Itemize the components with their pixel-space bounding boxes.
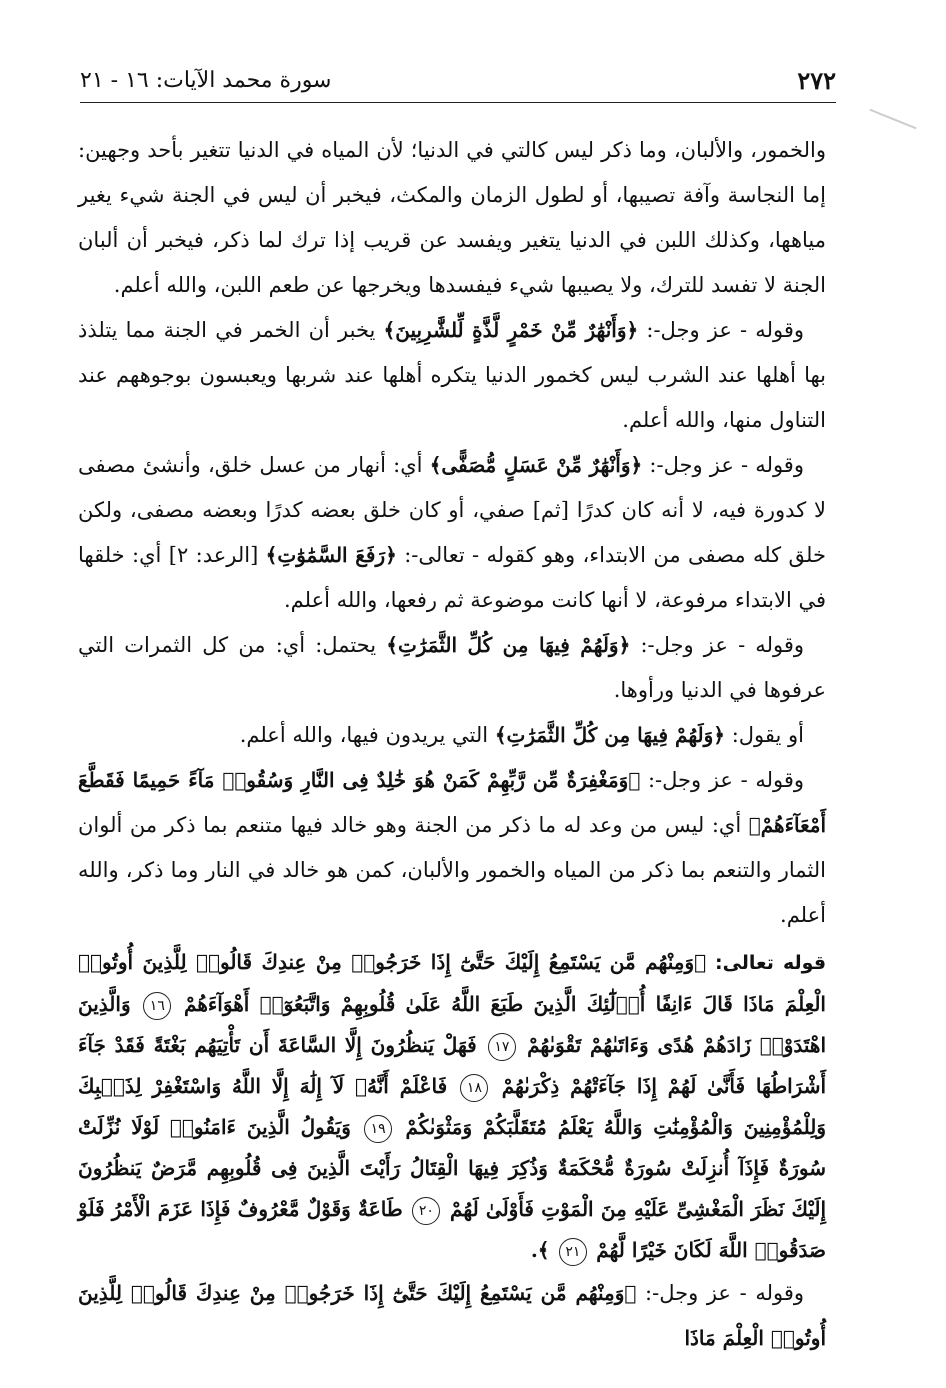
quran-passage-lead: قوله تعالى: [714, 952, 827, 974]
ayah-number-marker: ٢٠ [412, 1197, 440, 1225]
paragraph-text: وقوله - عز وجل-: [640, 768, 805, 792]
paragraph-text: وقوله - عز وجل-: [630, 633, 804, 657]
ayah-number-marker: ٢١ [559, 1238, 587, 1266]
paragraph-text: [الرعد: ٢] أي: خلقها في الابتداء مرفوعة، لا أنها كانت موضوعة ثم رفعها، والله أعلم. [78, 543, 826, 612]
quran-quote: طَاعَةٌ وَقَوْلٌ مَّعْرُوفٌ فَإِذَا عَزَمَ الْأَمْرُ فَلَوْ صَدَقُوا۟ اللَّهَ لَكَانَ خَيْرًا لَّهُمْ [78, 1197, 826, 1262]
ayah-number-marker: ١٨ [460, 1074, 488, 1102]
commentary-paragraph [78, 758, 826, 938]
quran-passage-text [78, 950, 826, 1262]
quran-quote: فَهَلْ يَنظُرُونَ إِلَّا السَّاعَةَ أَن تَأْتِيَهُم بَغْتَةً فَقَدْ جَآءَ أَشْرَاطُهَا فَأَنَّىٰ لَهُمْ إِذَا جَآءَتْهُمْ ذِكْرَىٰهُمْ [78, 1033, 827, 1098]
ayah-number-marker: ١٩ [364, 1115, 392, 1143]
paragraph-text: يخبر أن الخمر في الجنة مما يتلذذ بها أهلها عند الشرب ليس كخمور الدنيا يتكره أهلها عند شربها ويعبسون بوجوههم عند التناول منها، والله أعلم. [78, 318, 826, 432]
quran-quote: فَاعْلَمْ أَنَّهُۥ لَآ إِلَٰهَ إِلَّا اللَّهُ وَاسْتَغْفِرْ لِذَنۢبِكَ وَلِلْمُؤْمِنِينَ وَالْمُؤْمِنَٰتِ وَاللَّهُ يَعْلَمُ مُتَقَلَّبَكُمْ وَمَثْوَىٰكُمْ [78, 1074, 827, 1139]
quran-quote: ﴿وَمَغْفِرَةٌ مِّن رَّبِّهِمْ كَمَنْ هُوَ خَٰلِدٌ فِى النَّارِ وَسُقُوا۟ مَآءً حَمِيمًا فَقَطَّعَ أَمْعَآءَهُمْ﴾ [78, 768, 826, 837]
quran-quote: ﴾. [530, 1238, 550, 1262]
quran-quote: ﴿وَأَنْهَٰرٌ مِّنْ عَسَلٍ مُّصَفًّى﴾ [429, 453, 643, 477]
quran-passage [78, 942, 826, 1271]
quran-quote: وَالَّذِينَ اهْتَدَوْا۟ زَادَهُمْ هُدًى وَءَاتَىٰهُمْ تَقْوَىٰهُمْ [78, 992, 826, 1057]
paragraph-text: أو يقول: [725, 723, 804, 747]
running-title: سورة محمد الآيات: ١٦ - ٢١ [80, 68, 332, 93]
commentary-paragraph [78, 713, 826, 758]
quran-quote: وَيَقُولُ الَّذِينَ ءَامَنُوا۟ لَوْلَا نُزِّلَتْ سُورَةٌ فَإِذَآ أُنزِلَتْ سُورَةٌ مُّحْكَمَةٌ وَذُكِرَ فِيهَا الْقِتَالُ رَأَيْتَ الَّذِينَ فِى قُلُوبِهِم مَّرَضٌ يَنظُرُونَ إِلَيْكَ نَظَرَ الْمَغْشِىِّ عَلَيْهِ مِنَ الْمَوْتِ فَأَوْلَىٰ لَهُمْ [78, 1115, 827, 1221]
ayah-number-marker: ١٧ [488, 1033, 516, 1061]
paragraph-text: أي: أنهار من عسل خلق، وأنشئ مصفى لا كدورة فيه، لا أنه كان كدرًا [ثم] صفي، أو كان خلق بعضه كدرًا وبعضه مصفى، ولكن خلق كله مصفى من الابتداء، وهو كقوله - تعالى-: [78, 453, 826, 567]
quran-quote: ﴿وَمِنْهُم مَّن يَسْتَمِعُ إِلَيْكَ حَتَّىٰٓ إِذَا خَرَجُوا۟ مِنْ عِندِكَ قَالُوا۟ لِلَّذِينَ أُوتُوا۟ الْعِلْمَ مَاذَا قَالَ ءَانِفًا أُو۟لَٰٓئِكَ الَّذِينَ طَبَعَ اللَّهُ عَلَىٰ قُلُوبِهِمْ وَاتَّبَعُوٓا۟ أَهْوَآءَهُمْ [78, 950, 826, 1016]
quran-quote: ﴿وَمِنْهُم مَّن يَسْتَمِعُ إِلَيْكَ حَتَّىٰٓ إِذَا خَرَجُوا۟ مِنْ عِندِكَ قَالُوا۟ لِلَّذِينَ أُوتُوا۟ الْعِلْمَ مَاذَا [78, 1281, 826, 1350]
commentary-paragraphs [78, 128, 826, 938]
commentary-paragraph [78, 443, 826, 623]
page-edge-mark [869, 109, 916, 130]
quran-quote: ﴿رَفَعَ السَّمَٰوَٰتِ﴾ [265, 543, 397, 567]
paragraph-text: والخمور، والألبان، وما ذكر ليس كالتي في الدنيا؛ لأن المياه في الدنيا تتغير بأحد وجهين: إما النجاسة وآفة تصيبها، أو لطول الزمان والمكث، فيخبر أن ليس في الجنة شيء يغير مياهها، وكذلك اللبن في الدنيا يتغير ويفسد عن قريب إذا ترك لما ذكر، فيخبر أن ألبان الجنة لا تفسد للترك، ولا يصيبها شيء فيفسدها ويخرجها عن طعم اللبن، والله أعلم. [78, 138, 826, 297]
final-paragraph [78, 1271, 826, 1361]
quran-quote: ﴿وَلَهُمْ فِيهَا مِن كُلِّ الثَّمَرَٰتِ﴾ [494, 723, 726, 747]
commentary-paragraph [78, 1271, 826, 1361]
paragraph-text: وقوله - عز وجل-: [636, 1281, 804, 1305]
quran-quote: ﴿وَأَنْهَٰرٌ مِّنْ خَمْرٍ لَّذَّةٍ لِّلشَّٰرِبِينَ﴾ [383, 318, 639, 342]
page-number: ٢٧٢ [797, 66, 836, 95]
page-body [78, 128, 826, 1361]
quran-quote: ﴿وَلَهُمْ فِيهَا مِن كُلِّ الثَّمَرَٰتِ﴾ [386, 633, 631, 657]
ayah-number-marker: ١٦ [143, 992, 171, 1020]
page-header [80, 66, 836, 103]
paragraph-text: وقوله - عز وجل-: [638, 318, 804, 342]
commentary-paragraph [78, 623, 826, 713]
commentary-paragraph [78, 308, 826, 443]
commentary-paragraph [78, 128, 826, 308]
paragraph-text: يحتمل: أي: من كل الثمرات التي عرفوها في الدنيا ورأوها. [78, 633, 826, 702]
paragraph-text: أي: ليس من وعد له ما ذكر من الجنة وهو خالد فيها متنعم بما ذكر من ألوان الثمار والتنعم بما ذكر من المياه والخمور والألبان، كمن هو خالد في النار وما ذكر، والله أعلم. [78, 813, 826, 927]
paragraph-text: التي يريدون فيها، والله أعلم. [239, 723, 489, 747]
paragraph-text: وقوله - عز وجل-: [642, 453, 804, 477]
